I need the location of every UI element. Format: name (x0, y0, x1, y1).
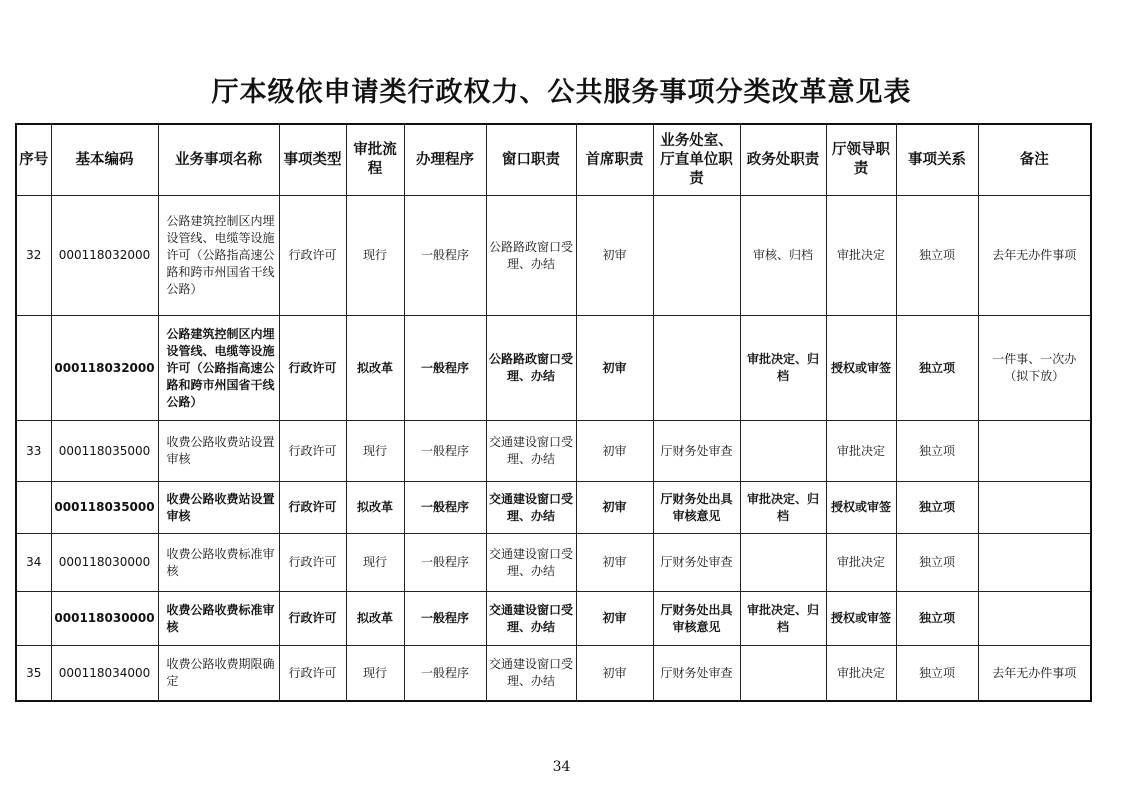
header-flow: 审批流程 (346, 124, 404, 196)
cell-relation: 独立项 (896, 316, 978, 421)
cell-code: 000118032000 (51, 316, 158, 421)
cell-affairs (740, 646, 826, 702)
cell-relation: 独立项 (896, 482, 978, 534)
header-row (16, 124, 1091, 196)
cell-chief: 初审 (576, 196, 653, 316)
table-row (16, 316, 1091, 421)
table-row (16, 592, 1091, 646)
cell-relation: 独立项 (896, 592, 978, 646)
cell-leader: 审批决定 (826, 196, 896, 316)
cell-remark (978, 592, 1091, 646)
cell-dept: 厅财务处审查 (653, 646, 740, 702)
cell-code: 000118030000 (51, 592, 158, 646)
table-row (16, 646, 1091, 702)
cell-procedure: 一般程序 (404, 196, 486, 316)
cell-type: 行政许可 (279, 316, 346, 421)
cell-name: 收费公路收费标准审核 (158, 592, 279, 646)
cell-leader: 授权或审签 (826, 316, 896, 421)
cell-flow: 现行 (346, 646, 404, 702)
cell-name: 收费公路收费站设置审核 (158, 482, 279, 534)
header-relation: 事项关系 (896, 124, 978, 196)
cell-code: 000118032000 (51, 196, 158, 316)
page-number: 34 (552, 759, 571, 775)
cell-relation: 独立项 (896, 196, 978, 316)
cell-window: 交通建设窗口受理、办结 (486, 592, 576, 646)
cell-name: 公路建筑控制区内埋设管线、电缆等设施许可（公路指高速公路和跨市州国省干线公路） (158, 196, 279, 316)
cell-affairs (740, 421, 826, 482)
cell-type: 行政许可 (279, 646, 346, 702)
header-window: 窗口职责 (486, 124, 576, 196)
cell-procedure: 一般程序 (404, 316, 486, 421)
cell-procedure: 一般程序 (404, 421, 486, 482)
cell-seq (16, 482, 51, 534)
table-row (16, 196, 1091, 316)
cell-flow: 现行 (346, 421, 404, 482)
cell-flow: 现行 (346, 534, 404, 592)
cell-remark (978, 421, 1091, 482)
cell-name: 收费公路收费站设置审核 (158, 421, 279, 482)
cell-dept (653, 316, 740, 421)
cell-name: 公路建筑控制区内埋设管线、电缆等设施许可（公路指高速公路和跨市州国省干线公路） (158, 316, 279, 421)
cell-leader: 授权或审签 (826, 592, 896, 646)
cell-seq: 34 (16, 534, 51, 592)
table-row (16, 534, 1091, 592)
cell-window: 交通建设窗口受理、办结 (486, 646, 576, 702)
cell-relation: 独立项 (896, 421, 978, 482)
table-row (16, 482, 1091, 534)
cell-type: 行政许可 (279, 592, 346, 646)
cell-remark: 一件事、一次办（拟下放） (978, 316, 1091, 421)
cell-remark: 去年无办件事项 (978, 196, 1091, 316)
cell-affairs (740, 534, 826, 592)
cell-chief: 初审 (576, 316, 653, 421)
cell-procedure: 一般程序 (404, 646, 486, 702)
cell-affairs: 审批决定、归档 (740, 316, 826, 421)
cell-dept: 厅财务处审查 (653, 421, 740, 482)
cell-relation: 独立项 (896, 534, 978, 592)
cell-relation: 独立项 (896, 646, 978, 702)
cell-chief: 初审 (576, 646, 653, 702)
cell-flow: 拟改革 (346, 316, 404, 421)
header-name: 业务事项名称 (158, 124, 279, 196)
cell-name: 收费公路收费标准审核 (158, 534, 279, 592)
cell-affairs: 审批决定、归档 (740, 482, 826, 534)
cell-code: 000118034000 (51, 646, 158, 702)
cell-dept: 厅财务处出具审核意见 (653, 482, 740, 534)
cell-affairs: 审核、归档 (740, 196, 826, 316)
cell-remark: 去年无办件事项 (978, 646, 1091, 702)
cell-affairs: 审批决定、归档 (740, 592, 826, 646)
cell-type: 行政许可 (279, 534, 346, 592)
cell-dept: 厅财务处审查 (653, 534, 740, 592)
cell-chief: 初审 (576, 482, 653, 534)
page-title: 厅本级依申请类行政权力、公共服务事项分类改革意见表 (211, 77, 912, 108)
cell-seq: 35 (16, 646, 51, 702)
cell-chief: 初审 (576, 592, 653, 646)
header-seq: 序号 (16, 124, 51, 196)
cell-code: 000118035000 (51, 421, 158, 482)
cell-seq (16, 316, 51, 421)
cell-chief: 初审 (576, 421, 653, 482)
cell-procedure: 一般程序 (404, 482, 486, 534)
cell-procedure: 一般程序 (404, 592, 486, 646)
cell-window: 交通建设窗口受理、办结 (486, 534, 576, 592)
cell-flow: 现行 (346, 196, 404, 316)
cell-code: 000118030000 (51, 534, 158, 592)
cell-leader: 授权或审签 (826, 482, 896, 534)
header-remark: 备注 (978, 124, 1091, 196)
header-dept: 业务处室、厅直单位职责 (653, 124, 740, 196)
cell-flow: 拟改革 (346, 482, 404, 534)
header-type: 事项类型 (279, 124, 346, 196)
cell-name: 收费公路收费期限确定 (158, 646, 279, 702)
cell-window: 交通建设窗口受理、办结 (486, 482, 576, 534)
cell-procedure: 一般程序 (404, 534, 486, 592)
cell-window: 交通建设窗口受理、办结 (486, 421, 576, 482)
cell-type: 行政许可 (279, 421, 346, 482)
header-chief: 首席职责 (576, 124, 653, 196)
cell-leader: 审批决定 (826, 421, 896, 482)
cell-chief: 初审 (576, 534, 653, 592)
cell-dept (653, 196, 740, 316)
cell-remark (978, 482, 1091, 534)
cell-remark (978, 534, 1091, 592)
cell-seq: 32 (16, 196, 51, 316)
reform-table (15, 123, 1092, 702)
cell-type: 行政许可 (279, 196, 346, 316)
cell-seq: 33 (16, 421, 51, 482)
cell-dept: 厅财务处出具审核意见 (653, 592, 740, 646)
cell-seq (16, 592, 51, 646)
header-leader: 厅领导职责 (826, 124, 896, 196)
header-code: 基本编码 (51, 124, 158, 196)
cell-type: 行政许可 (279, 482, 346, 534)
header-procedure: 办理程序 (404, 124, 486, 196)
cell-flow: 拟改革 (346, 592, 404, 646)
cell-window: 公路路政窗口受理、办结 (486, 316, 576, 421)
cell-code: 000118035000 (51, 482, 158, 534)
table-row (16, 421, 1091, 482)
cell-leader: 审批决定 (826, 646, 896, 702)
header-affairs: 政务处职责 (740, 124, 826, 196)
cell-leader: 审批决定 (826, 534, 896, 592)
cell-window: 公路路政窗口受理、办结 (486, 196, 576, 316)
